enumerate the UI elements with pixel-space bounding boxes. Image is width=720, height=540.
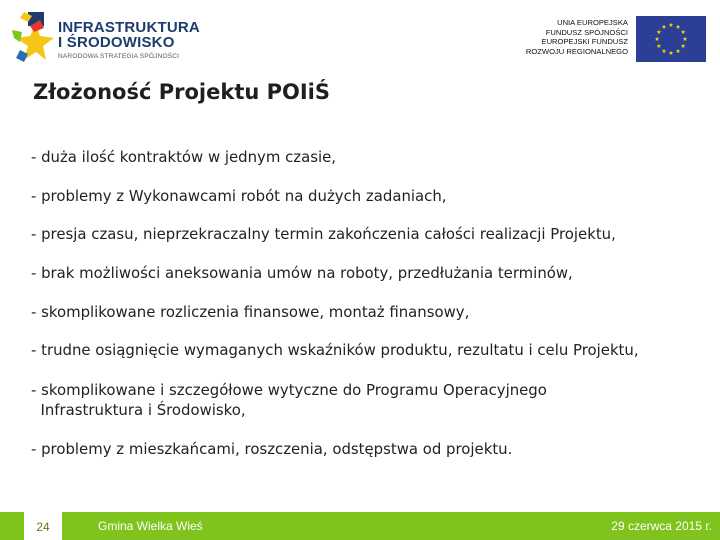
- slide-title: Złożoność Projektu POIiŚ: [33, 80, 330, 104]
- page-number-box: [24, 512, 62, 540]
- bullet-item: - duża ilość kontraktów w jednym czasie,: [31, 148, 337, 166]
- page-number: 24: [36, 520, 50, 534]
- logo-line-2: I ŚRODOWISKO: [58, 34, 175, 51]
- bullet-item: - brak możliwości aneksowania umów na roboty, przedłużania terminów,: [31, 264, 573, 283]
- logo-line-1: INFRASTRUKTURA: [58, 19, 200, 36]
- bullet-item: - problemy z Wykonawcami robót na dużych zadaniach,: [31, 186, 447, 205]
- eu-fund-text: [508, 18, 628, 56]
- eu-flag-icon: [636, 16, 706, 62]
- bullet-item: - skomplikowane i szczegółowe wytyczne do Programu Operacyjnego Infrastruktura i Środowisko,: [31, 381, 547, 420]
- infrastruktura-logo: [10, 8, 200, 66]
- bullet-item: - presja czasu, nieprzekraczalny termin zakończenia całości realizacji Projektu,: [31, 225, 616, 244]
- logo-subtitle: NARODOWA STRATEGIA SPÓJNOŚCI: [58, 53, 180, 60]
- bullet-item: - problemy z mieszkańcami, roszczenia, odstępstwa od projektu.: [31, 439, 513, 458]
- footer-date: 29 czerwca 2015 r.: [611, 519, 712, 533]
- bullet-list: [31, 148, 711, 479]
- bullet-item: - trudne osiągnięcie wymaganych wskaźników produktu, rezultatu i celu Projektu,: [31, 341, 639, 360]
- footer-bar: [0, 512, 720, 540]
- bullet-item: - skomplikowane rozliczenia finansowe, montaż finansowy,: [31, 302, 470, 321]
- eu-text-line: EUROPEJSKI FUNDUSZ: [541, 37, 628, 47]
- footer-organization: Gmina Wielka Wieś: [98, 519, 203, 533]
- eu-text-line: ROZWOJU REGIONALNEGO: [525, 46, 628, 56]
- star-logo-icon: [10, 10, 56, 64]
- eu-text-line: FUNDUSZ SPÓJNOŚCI: [545, 27, 628, 37]
- eu-text-line: UNIA EUROPEJSKA: [557, 18, 628, 27]
